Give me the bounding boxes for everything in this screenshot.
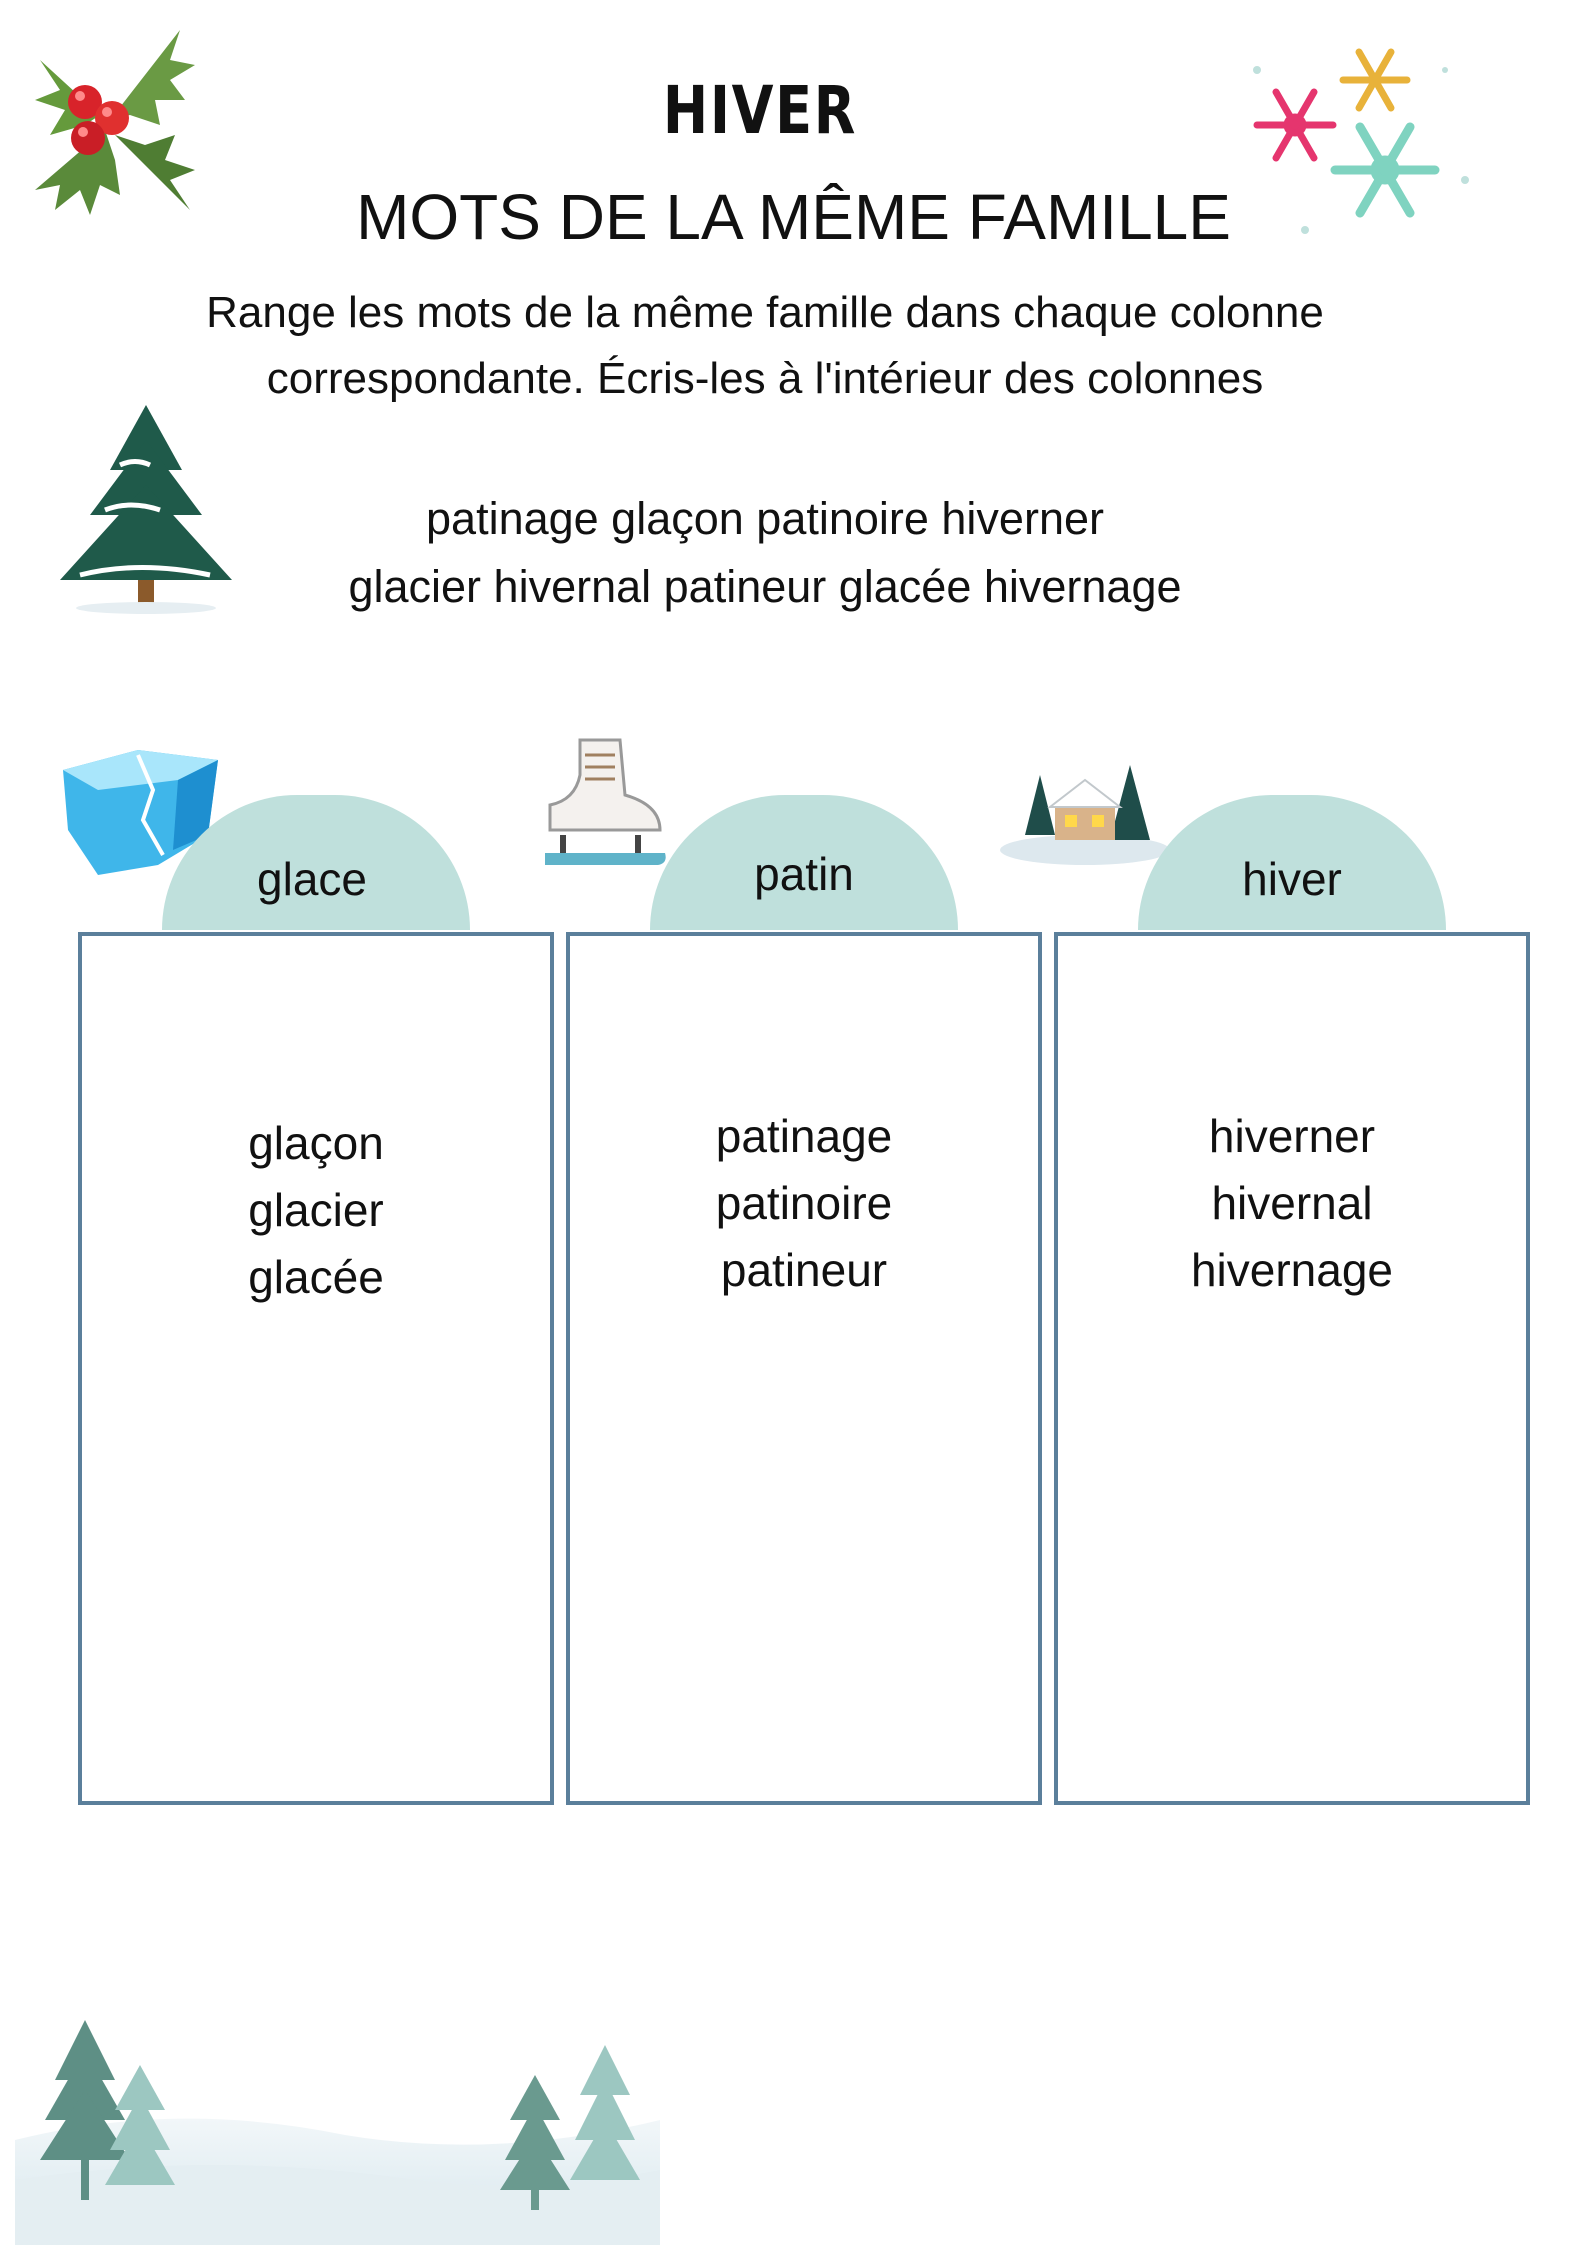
word-item: glacier [248, 1184, 384, 1236]
word-item: patinoire [715, 1177, 893, 1229]
instruction-line: Range les mots de la même famille dans chaque colonne [206, 288, 1324, 337]
page-subtitle: MOTS DE LA MÊME FAMILLE [356, 181, 1231, 253]
column-header-hiver: hiver [1242, 853, 1342, 905]
word-bank-line: patinage glaçon patinoire hiverner [426, 493, 1104, 544]
word-item: hivernal [1211, 1177, 1373, 1229]
word-item: patineur [720, 1244, 888, 1296]
word-item: glaçon [248, 1117, 384, 1169]
column-header-patin: patin [754, 848, 854, 900]
snowy-house-icon [1000, 755, 1170, 865]
column-patin-words [566, 1103, 1042, 1304]
word-item: glacée [248, 1251, 384, 1303]
winter-landscape-icon [15, 2010, 660, 2245]
instruction-line: correspondante. Écris-les à l'intérieur des colonnes [266, 354, 1264, 403]
page-title: HIVER [662, 72, 858, 149]
column-patin-box[interactable] [566, 932, 1042, 1805]
column-glace-words [78, 1110, 554, 1311]
column-header-glace: glace [257, 853, 367, 905]
word-item: hiverner [1208, 1110, 1376, 1162]
word-item: patinage [715, 1110, 893, 1162]
word-item: hivernage [1190, 1244, 1394, 1296]
column-glace-box[interactable] [78, 932, 554, 1805]
column-hiver-words [1054, 1103, 1530, 1304]
column-hiver-box[interactable] [1054, 932, 1530, 1805]
word-bank-line: glacier hivernal patineur glacée hivernage [348, 561, 1182, 612]
